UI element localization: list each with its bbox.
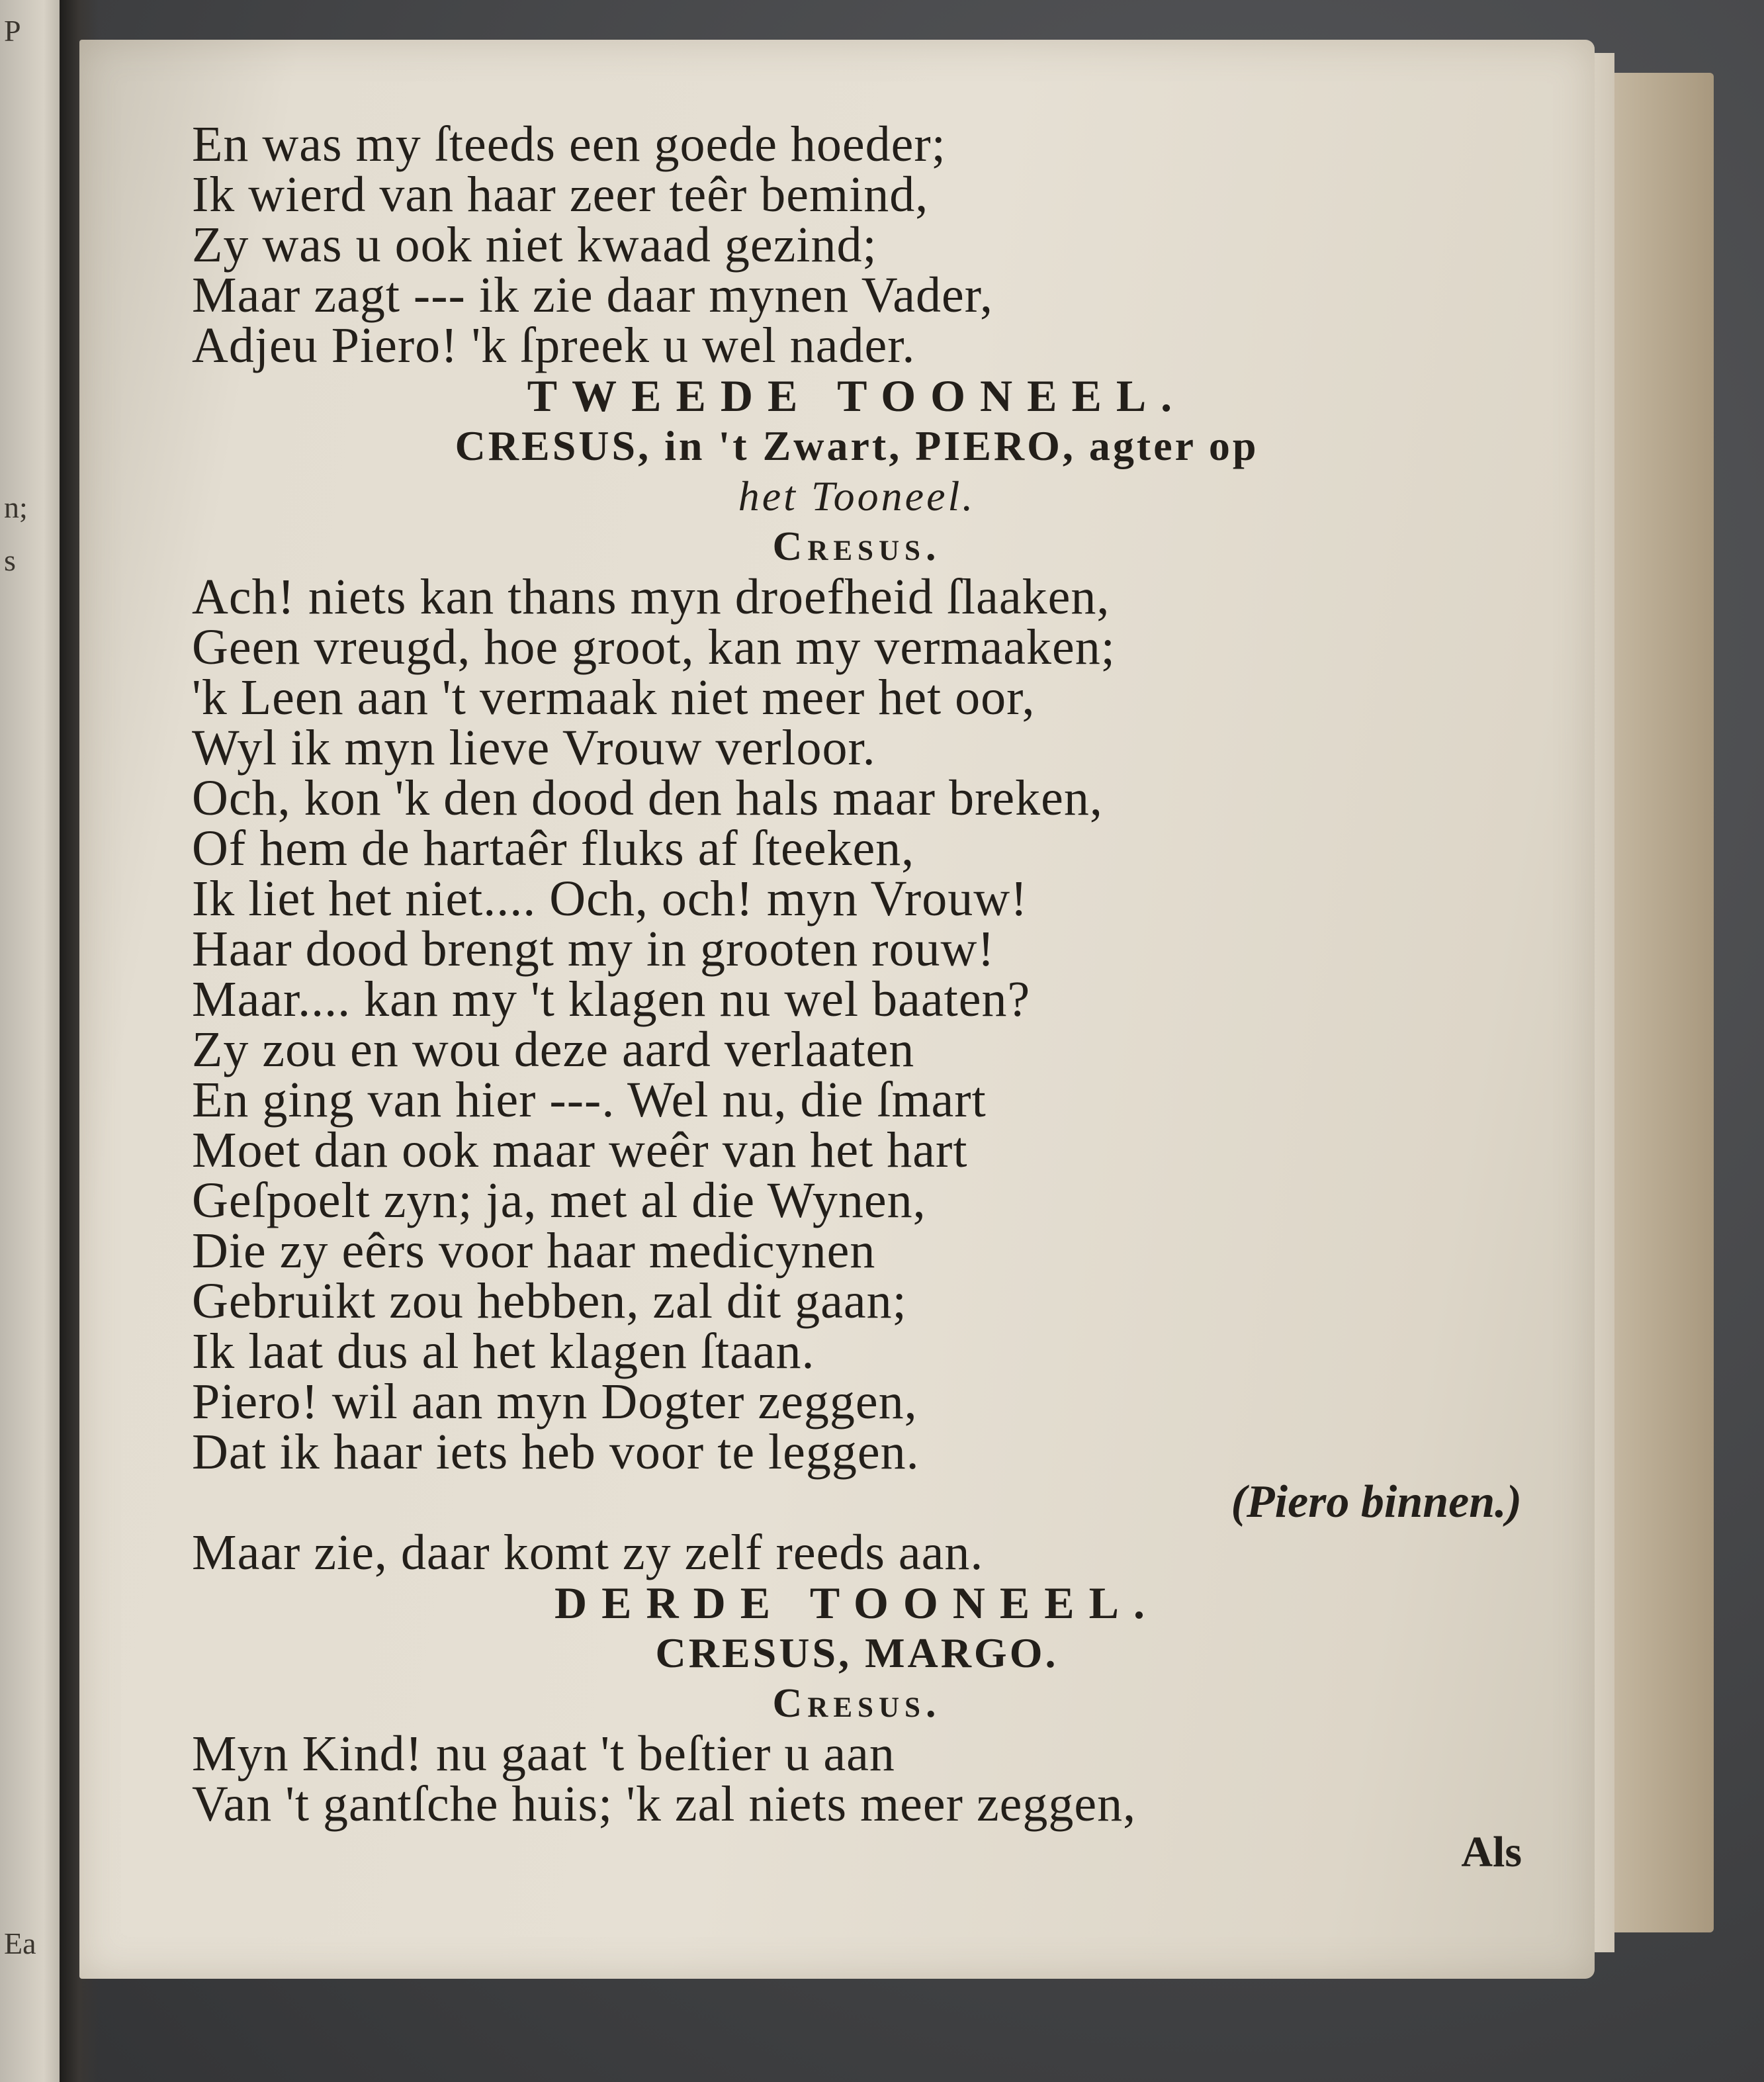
scene-heading: DERDE TOONEEL.	[554, 1578, 1159, 1628]
verse-line: Geen vreugd, hoe groot, kan my vermaaken;	[192, 619, 1116, 675]
verse-line: Maar zie, daar komt zy zelf reeds aan.	[192, 1525, 984, 1580]
facing-page-fragment: Ea	[4, 1926, 36, 1960]
verse-line: Ik wierd van haar zeer teêr bemind,	[192, 167, 929, 222]
verse-line: Piero! wil aan myn Dogter zeggen,	[192, 1374, 918, 1429]
verse-line: Wyl ik myn lieve Vrouw verloor.	[192, 720, 876, 776]
verse-line: Die zy eêrs voor haar medicynen	[192, 1223, 876, 1279]
speech	[192, 1726, 1522, 1832]
verse-line: Gebruikt zou hebben, zal dit gaan;	[192, 1273, 907, 1329]
speaker-name: Cresus.	[772, 524, 942, 569]
verse-line: Van 't gantſche huis; 'k zal niets meer zeggen,	[192, 1776, 1137, 1832]
page-text	[192, 116, 1522, 1876]
verse-line: Of hem de hartaêr fluks af ſteeken,	[192, 821, 915, 876]
verse-line: Zy zou en wou deze aard verlaaten	[192, 1022, 915, 1077]
verse-line: Ik laat dus al het klagen ſtaan.	[192, 1324, 815, 1379]
verse-line: Ach! niets kan thans myn droefheid ſlaaken,	[192, 569, 1110, 625]
scene-heading: TWEEDE TOONEEL.	[527, 371, 1187, 421]
verse-line: Zy was u ook niet kwaad gezind;	[192, 217, 877, 273]
facing-page-fragment: s	[4, 543, 16, 577]
cast-list-continued: het Tooneel.	[738, 473, 976, 520]
verse-line: Ik liet het niet.... Och, och! myn Vrouw!	[192, 871, 1028, 927]
facing-page-fragment: P	[4, 14, 21, 48]
speech	[192, 569, 1522, 1480]
verse-line: Dat ik haar iets heb voor te leggen.	[192, 1424, 920, 1480]
verse-line: Geſpoelt zyn; ja, met al die Wynen,	[192, 1173, 926, 1228]
stanza	[192, 116, 1522, 373]
verse-line: Maar.... kan my 't klagen nu wel baaten?	[192, 972, 1031, 1027]
verse-line: En was my ſteeds een goede hoeder;	[192, 116, 946, 172]
facing-page-fragment: n;	[4, 490, 28, 524]
cast-list: CRESUS, MARGO.	[655, 1629, 1059, 1676]
verse-line: Myn Kind! nu gaat 't beſtier u aan	[192, 1726, 895, 1782]
verse-line: 'k Leen aan 't vermaak niet meer het oor,	[192, 670, 1036, 725]
cast-list: CRESUS, in 't Zwart, PIERO, agter op	[455, 422, 1259, 469]
verse-line: Haar dood brengt my in grooten rouw!	[192, 921, 995, 977]
speaker-name: Cresus.	[772, 1681, 942, 1726]
book-page	[79, 40, 1595, 1979]
verse-line: Moet dan ook maar weêr van het hart	[192, 1122, 968, 1178]
verse-line: En ging van hier ---. Wel nu, die ſmart	[192, 1072, 987, 1128]
catchword: Als	[1461, 1828, 1522, 1876]
verse-line: Och, kon 'k den dood den hals maar breken,	[192, 770, 1103, 826]
verse-line: Adjeu Piero! 'k ſpreek u wel nader.	[192, 318, 916, 373]
verse-line: Maar zagt --- ik zie daar mynen Vader,	[192, 267, 993, 323]
stage-direction: (Piero binnen.)	[1231, 1476, 1522, 1527]
